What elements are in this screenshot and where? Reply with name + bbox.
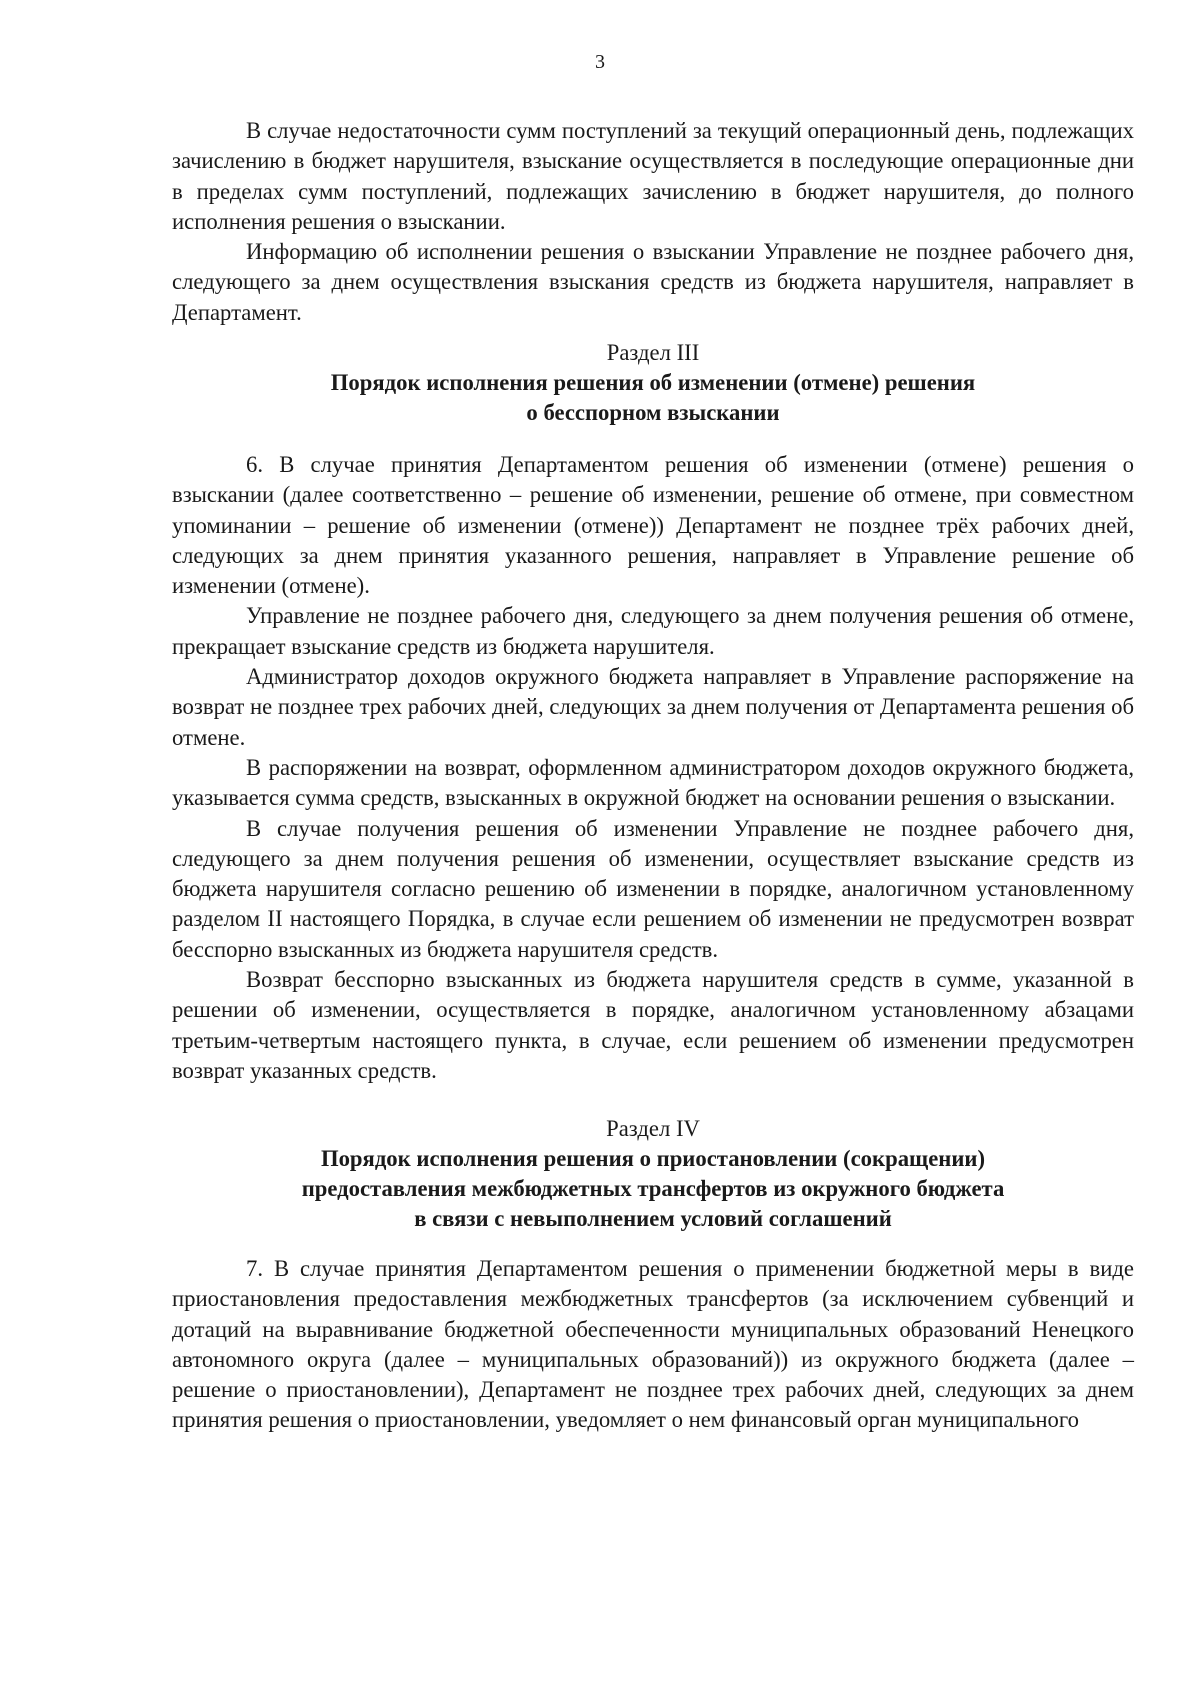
section-title-line: в связи с невыполнением условий соглашений bbox=[414, 1206, 892, 1231]
intro-paragraphs bbox=[172, 116, 1134, 328]
paragraph: Управление не позднее рабочего дня, следующего за днем получения решения об отмене, прекращает взыскание средств из бюджета нарушителя. bbox=[172, 603, 1134, 659]
section-4-heading bbox=[172, 1114, 1134, 1234]
page-number: 3 bbox=[595, 51, 605, 73]
section-title bbox=[172, 1144, 1134, 1234]
section-3-body bbox=[172, 450, 1134, 1086]
paragraph: Возврат бесспорно взысканных из бюджета нарушителя средств в сумме, указанной в решении об изменении, осуществляется в порядке, аналогичном установленному абзацами третьим-четвертым настоящего пункта, в случае, если решением об изменении предусмотрен возврат указанных средств. bbox=[172, 967, 1134, 1083]
section-title-line: Порядок исполнения решения о приостановлении (сокращении) bbox=[320, 1146, 986, 1171]
section-label: Раздел IV bbox=[606, 1116, 700, 1141]
paragraph: В случае получения решения об изменении Управление не позднее рабочего дня, следующего за днем получения решения об изменении, осуществляет взыскание средств из бюджета нарушителя согласно решению об изменении в порядке, аналогичном установленному разделом II настоящего Порядка, в случае если решением об изменении не предусмотрен возврат бесспорно взысканных из бюджета нарушителя средств. bbox=[172, 815, 1134, 962]
paragraph: Информацию об исполнении решения о взыскании Управление не позднее рабочего дня, следующего за днем осуществления взыскания средств из бюджета нарушителя, направляет в Департамент. bbox=[172, 239, 1134, 325]
paragraph: В распоряжении на возврат, оформленном администратором доходов окружного бюджета, указывается сумма средств, взысканных в окружной бюджет на основании решения о взыскании. bbox=[172, 754, 1134, 811]
paragraph: Администратор доходов окружного бюджета направляет в Управление распоряжение на возврат не позднее трех рабочих дней, следующих за днем получения от Департамента решения об отмене. bbox=[172, 664, 1134, 750]
paragraph: 6. В случае принятия Департаментом решения об изменении (отмене) решения о взыскании (далее соответственно – решение об изменении, решение об отмене, при совместном упоминании – решение об изменении (отмене)) Департамент не позднее трёх рабочих дней, следующих за днем принятия указанного решения, направляет в Управление решение об изменении (отмене). bbox=[172, 452, 1134, 599]
section-label: Раздел III bbox=[606, 340, 700, 365]
section-3-heading bbox=[172, 338, 1134, 428]
section-title bbox=[172, 368, 1134, 428]
section-title-line: Порядок исполнения решения об изменении (отмене) решения bbox=[330, 370, 976, 395]
paragraph: В случае недостаточности сумм поступлений за текущий операционный день, подлежащих зачислению в бюджет нарушителя, взыскание осуществляется в последующие операционные дни в пределах сумм поступлений, подлежащих зачислению в бюджет нарушителя, до полного исполнения решения о взыскании. bbox=[172, 118, 1134, 234]
section-title-line: предоставления межбюджетных трансфертов из окружного бюджета bbox=[301, 1176, 1005, 1201]
section-title-line: о бесспорном взыскании bbox=[526, 400, 780, 425]
paragraph: 7. В случае принятия Департаментом решения о применении бюджетной меры в виде приостановления предоставления межбюджетных трансфертов (за исключением субвенций и дотаций на выравнивание бюджетной обеспеченности муниципальных образований Ненецкого автономного округа (далее – муниципальных образований)) из окружного бюджета (далее – решение о приостановлении), Департамент не позднее трех рабочих дней, следующих за днем принятия решения о приостановлении, уведомляет о нем финансовый орган муниципального bbox=[172, 1256, 1134, 1433]
section-4-body bbox=[172, 1254, 1134, 1436]
